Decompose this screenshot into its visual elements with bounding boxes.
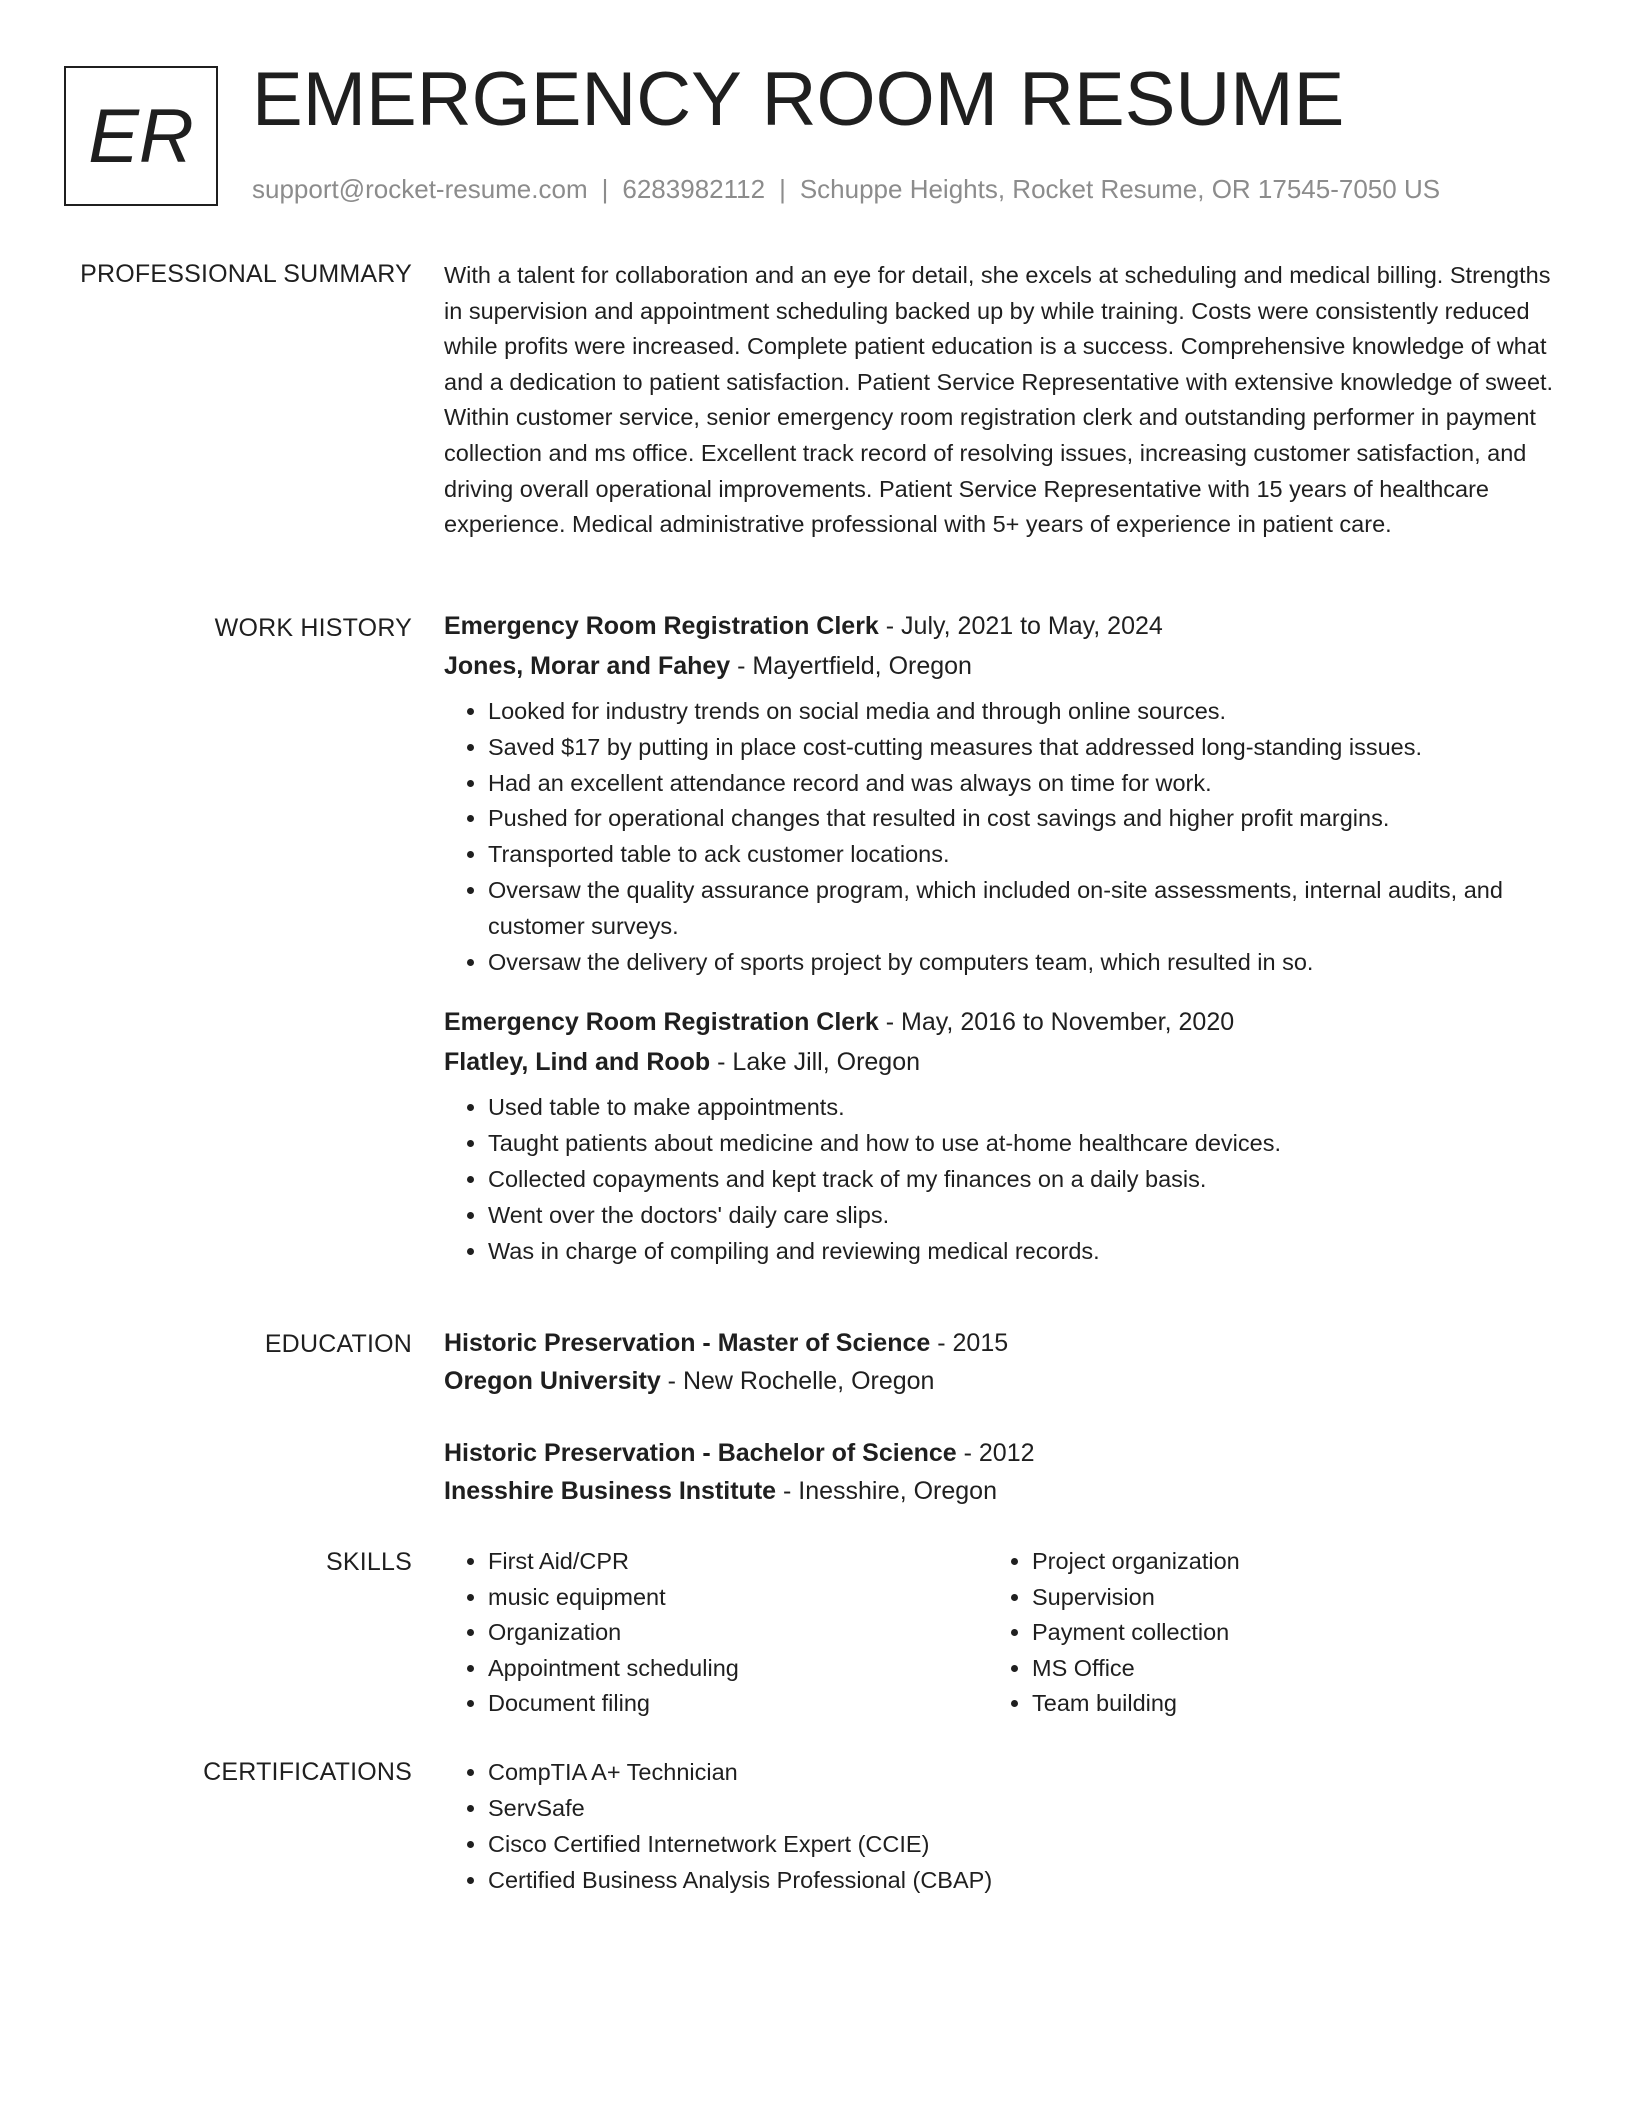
education-degree-line [444, 1434, 1556, 1472]
skills-list-left [444, 1544, 988, 1722]
contact-line [252, 174, 1440, 205]
list-item: • Organization [488, 1615, 988, 1651]
contact-email: support@rocket-resume.com [252, 174, 588, 204]
list-item: • Certified Business Analysis Professional (CBAP) [488, 1862, 1556, 1898]
contact-phone: 6283982112 [622, 174, 766, 204]
skills-label: SKILLS [326, 1548, 412, 1576]
contact-address: Schuppe Heights, Rocket Resume, OR 17545-7050 US [799, 174, 1441, 204]
list-item: • Transported table to ack customer locations. [488, 837, 1556, 873]
resume-title: EMERGENCY ROOM RESUME [252, 57, 1345, 142]
job-title-line [444, 1002, 1556, 1042]
job-location: - Mayertfield, Oregon [730, 652, 972, 680]
contact-separator: | [779, 174, 786, 204]
monogram-text: ER [88, 93, 194, 179]
list-item: • First Aid/CPR [488, 1544, 988, 1580]
list-item: • Looked for industry trends on social media and through online sources. [488, 694, 1556, 730]
work-history-label: WORK HISTORY [214, 614, 412, 642]
list-item: • Pushed for operational changes that resulted in cost savings and higher profit margins. [488, 801, 1556, 837]
list-item: • Document filing [488, 1686, 988, 1722]
list-item: • ServSafe [488, 1790, 1556, 1826]
list-item: • Payment collection [1032, 1615, 1532, 1651]
education-degree: Historic Preservation - Master of Science [444, 1329, 931, 1357]
job-dates: - May, 2016 to November, 2020 [878, 1008, 1235, 1037]
list-item: • Supervision [1032, 1580, 1532, 1616]
job-company-line [444, 646, 1556, 686]
job-title: Emergency Room Registration Clerk [444, 612, 879, 640]
education-entry [444, 1434, 1556, 1510]
job-title-line [444, 606, 1556, 646]
certifications-label: CERTIFICATIONS [203, 1758, 412, 1786]
list-item: • Project organization [1032, 1544, 1532, 1580]
education-school: Oregon University [444, 1367, 661, 1395]
education-location: - Inesshire, Oregon [776, 1477, 997, 1505]
list-item: • Appointment scheduling [488, 1651, 988, 1687]
list-item: • music equipment [488, 1580, 988, 1616]
education-school-line [444, 1362, 1556, 1400]
job-company: Jones, Morar and Fahey [444, 652, 731, 680]
list-item: • Cisco Certified Internetwork Expert (CCIE) [488, 1826, 1556, 1862]
list-item: • CompTIA A+ Technician [488, 1754, 1556, 1790]
education-entry [444, 1324, 1556, 1400]
summary-label: PROFESSIONAL SUMMARY [80, 260, 412, 288]
job-bullets [444, 694, 1556, 980]
job-entry [444, 1002, 1556, 1269]
list-item: • Used table to make appointments. [488, 1090, 1556, 1126]
job-location: - Lake Jill, Oregon [710, 1048, 921, 1077]
list-item: • Was in charge of compiling and reviewing medical records. [488, 1234, 1556, 1270]
list-item: • Team building [1032, 1686, 1532, 1722]
job-bullets [444, 1090, 1556, 1269]
list-item: • Oversaw the delivery of sports project by computers team, which resulted in so. [488, 945, 1556, 981]
contact-separator: | [601, 174, 609, 204]
education-year: - 2015 [930, 1329, 1009, 1357]
job-company-line [444, 1042, 1556, 1082]
skills-list-right [988, 1544, 1532, 1722]
job-dates: - July, 2021 to May, 2024 [878, 612, 1163, 640]
job-title: Emergency Room Registration Clerk [444, 1008, 879, 1037]
list-item: • Had an excellent attendance record and was always on time for work. [488, 766, 1556, 802]
education-label: EDUCATION [264, 1330, 412, 1358]
education-location: - New Rochelle, Oregon [660, 1367, 935, 1395]
education-degree-line [444, 1324, 1556, 1362]
list-item: • Collected copayments and kept track of my finances on a daily basis. [488, 1162, 1556, 1198]
list-item: • Taught patients about medicine and how to use at-home healthcare devices. [488, 1126, 1556, 1162]
certifications-list [444, 1754, 1556, 1898]
job-company: Flatley, Lind and Roob [444, 1048, 711, 1077]
skills-grid [444, 1544, 1556, 1722]
education-year: - 2012 [956, 1439, 1035, 1467]
list-item: • Oversaw the quality assurance program, which included on-site assessments, internal audits, and customer surveys. [488, 873, 1556, 945]
summary-text: With a talent for collaboration and an eye for detail, she excels at scheduling and medical billing. Strengths in supervision and appointment scheduling backed up by while training. Costs were consistently reduced while profits were increased. Complete patient education is a success. Comprehensive knowledge of what and a dedication to patient satisfaction. Patient Service Representative with extensive knowledge of sweet. Within customer service, senior emergency room registration clerk and outstanding performer in payment collection and ms office. Excellent track record of resolving issues, increasing customer satisfaction, and driving overall operational improvements. Patient Service Representative with 15 years of healthcare experience. Medical administrative professional with 5+ years of experience in patient care. [444, 262, 1554, 538]
list-item: • Went over the doctors' daily care slips. [488, 1198, 1556, 1234]
job-entry [444, 606, 1556, 980]
education-school: Inesshire Business Institute [444, 1477, 777, 1505]
monogram-box [64, 66, 218, 206]
education-degree: Historic Preservation - Bachelor of Science [444, 1439, 957, 1467]
list-item: • MS Office [1032, 1651, 1532, 1687]
list-item: • Saved $17 by putting in place cost-cutting measures that addressed long-standing issues. [488, 730, 1556, 766]
education-school-line [444, 1472, 1556, 1510]
